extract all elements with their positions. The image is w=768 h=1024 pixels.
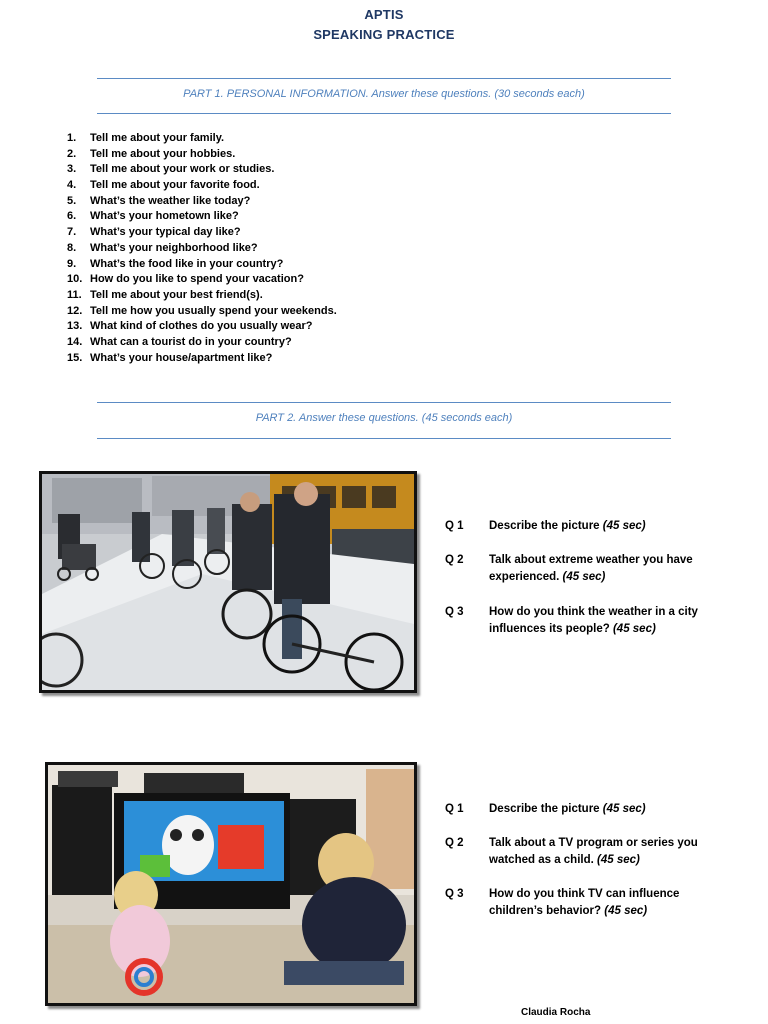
question-text: Tell me about your family. <box>90 132 225 144</box>
snowy-street-cyclists-illustration <box>42 474 414 690</box>
part1-question-list <box>67 132 337 367</box>
list-item <box>67 148 337 164</box>
question-number: 9. <box>67 257 77 270</box>
question-text: How do you think TV can influence children’s behavior? <box>489 888 680 917</box>
snowy-street-cyclists-photo <box>39 471 417 693</box>
question-text: Describe the picture <box>489 520 603 532</box>
question-time: (45 sec) <box>562 571 606 583</box>
question-text: What’s your typical day like? <box>90 226 241 239</box>
question-time: (45 sec) <box>602 803 646 815</box>
question-number: 12. <box>67 304 83 317</box>
list-item <box>67 242 337 258</box>
question-number: 8. <box>67 241 77 254</box>
question-number: 1. <box>67 132 77 144</box>
question-label: Q 3 <box>445 888 464 900</box>
question-text: Tell me about your work or studies. <box>90 163 275 176</box>
question-label: Q 3 <box>445 606 464 618</box>
question-number: 14. <box>67 335 83 348</box>
question-number: 5. <box>67 194 77 207</box>
question-text: Describe the picture <box>489 803 603 815</box>
question-label: Q 1 <box>445 520 464 532</box>
list-item <box>67 320 337 336</box>
question-text: Talk about a TV program or series you watched as a child. <box>489 837 698 866</box>
list-item <box>67 289 337 305</box>
part2-top-rule <box>97 402 671 403</box>
list-item <box>67 210 337 226</box>
question-number: 2. <box>67 147 77 160</box>
question-label: Q 2 <box>445 554 464 566</box>
list-item <box>67 352 337 368</box>
question-label: Q 2 <box>445 837 464 849</box>
question-number: 3. <box>67 163 77 176</box>
question-text: What’s your hometown like? <box>90 210 239 223</box>
part1-heading: PART 1. PERSONAL INFORMATION. Answer these questions. (30 seconds each) <box>183 88 585 100</box>
question-text: Tell me about your hobbies. <box>90 147 236 160</box>
list-item <box>67 336 337 352</box>
question-number: 6. <box>67 210 77 223</box>
list-item <box>67 163 337 179</box>
author-name: Claudia Rocha <box>521 1007 591 1018</box>
question-text: What can a tourist do in your country? <box>90 335 292 348</box>
children-watching-tv-illustration <box>48 765 414 1003</box>
question-text: How do you think the weather in a city influences its people? <box>489 606 698 635</box>
question-time: (45 sec) <box>604 905 648 917</box>
list-item <box>67 305 337 321</box>
question-time: (45 sec) <box>602 520 646 532</box>
question-number: 11. <box>67 288 82 301</box>
question-number: 10. <box>67 273 83 286</box>
document-subtitle: SPEAKING PRACTICE <box>313 27 455 42</box>
question-text: What’s your house/apartment like? <box>90 351 273 364</box>
list-item <box>67 226 337 242</box>
question-text: Tell me about your favorite food. <box>90 179 260 192</box>
list-item <box>67 195 337 211</box>
list-item <box>67 179 337 195</box>
children-watching-tv-photo <box>45 762 417 1006</box>
question-text: What’s the weather like today? <box>90 194 251 207</box>
question-text: What kind of clothes do you usually wear? <box>90 320 313 333</box>
question-number: 15. <box>67 351 83 364</box>
question-text: What’s the food like in your country? <box>90 257 284 270</box>
list-item <box>67 132 337 148</box>
part1-bottom-rule <box>97 113 671 114</box>
question-number: 13. <box>67 320 83 333</box>
part2-heading: PART 2. Answer these questions. (45 seconds each) <box>255 412 513 424</box>
part1-top-rule <box>97 78 671 79</box>
list-item <box>67 258 337 274</box>
document-title: APTIS <box>364 7 404 22</box>
question-text: Tell me how you usually spend your weekends. <box>90 304 337 317</box>
part2-bottom-rule <box>97 438 671 439</box>
question-text: Talk about extreme weather you have experienced. <box>489 554 693 583</box>
list-item <box>67 273 337 289</box>
question-number: 4. <box>67 179 77 192</box>
question-label: Q 1 <box>445 803 464 815</box>
question-text: Tell me about your best friend(s). <box>90 288 263 301</box>
question-text: What’s your neighborhood like? <box>90 241 258 254</box>
question-number: 7. <box>67 226 77 239</box>
question-text: How do you like to spend your vacation? <box>90 273 304 286</box>
question-time: (45 sec) <box>597 854 640 866</box>
question-time: (45 sec) <box>612 623 656 635</box>
